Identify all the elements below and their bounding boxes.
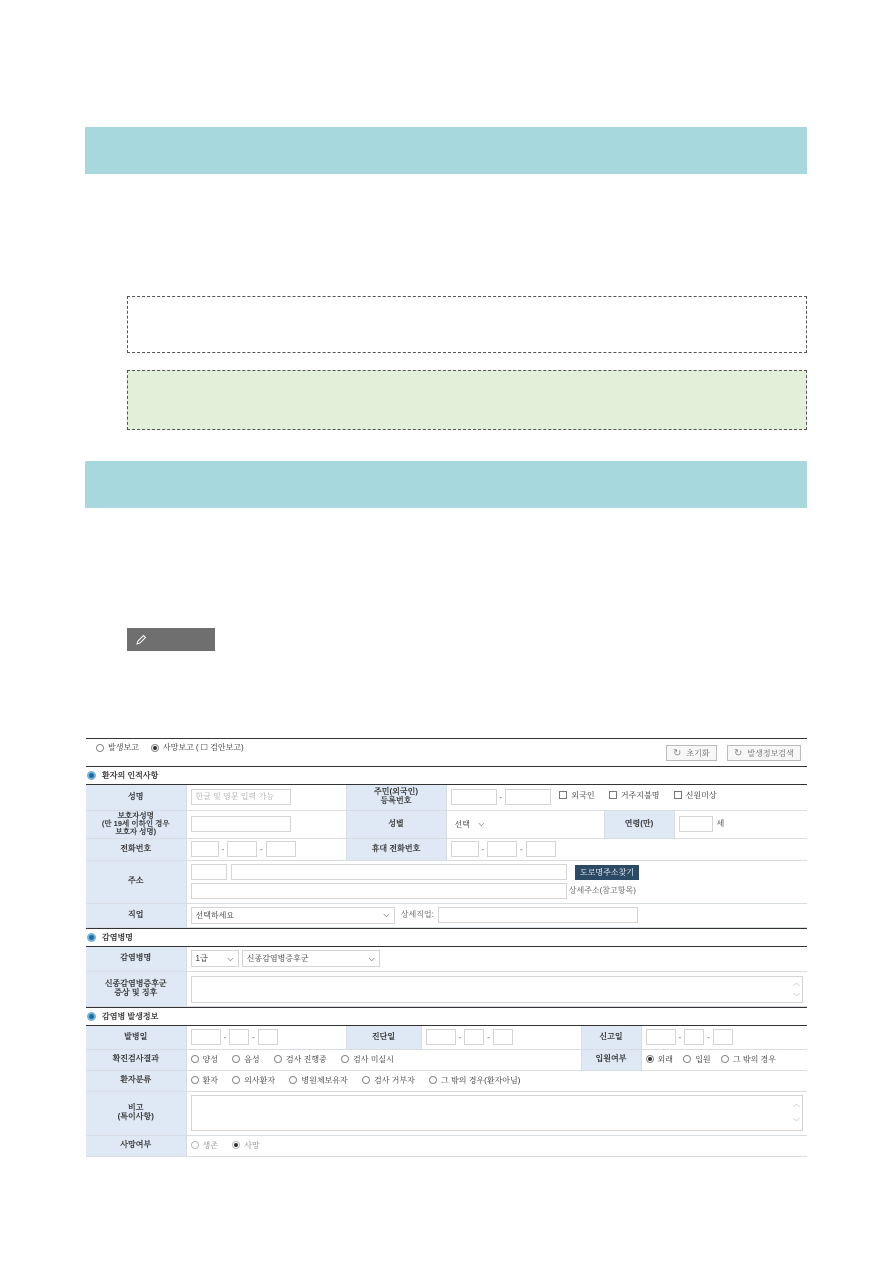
class-option[interactable]: 그 밖의 경우(환자아님) (429, 1075, 520, 1086)
pencil-icon (135, 634, 147, 646)
radio-icon (232, 1076, 240, 1084)
class-option[interactable]: 검사 거부자 (362, 1075, 415, 1086)
disease-select[interactable]: 신종감염병증후군 ⌵ (242, 950, 380, 967)
scroll-down-icon[interactable]: ﹀ (793, 993, 800, 1001)
sex-select[interactable]: 선택 ⌵ (451, 816, 489, 833)
test-result-label: 확진검사결과 (86, 1049, 186, 1070)
disease-name-label: 감염병명 (86, 947, 186, 972)
death-option-dead[interactable]: 사망 (232, 1140, 259, 1151)
section-header-band-2 (85, 461, 807, 508)
report-date-label: 신고일 (581, 1026, 641, 1049)
mobile-label: 휴대 전화번호 (346, 838, 446, 860)
edit-button[interactable] (127, 628, 215, 651)
address-input[interactable] (231, 864, 567, 880)
postcode-input[interactable] (191, 864, 227, 880)
refresh-icon: ↻ (734, 747, 743, 759)
report-day-input[interactable] (713, 1029, 733, 1045)
onset-day-input[interactable] (258, 1029, 278, 1045)
disease-section-title: 감염병명 (86, 928, 807, 947)
radio-selected-icon (646, 1055, 654, 1063)
mobile-part1-input[interactable] (451, 841, 479, 857)
checkbox-icon (674, 791, 682, 799)
symptom-textarea[interactable] (191, 976, 804, 1003)
class-option[interactable]: 환자 (191, 1075, 218, 1086)
report-type-occurrence[interactable]: 발생보고 (96, 742, 139, 753)
chevron-down-icon: ⌵ (478, 819, 485, 828)
mobile-part2-input[interactable] (487, 841, 517, 857)
info-box (127, 370, 807, 430)
age-input[interactable] (679, 816, 713, 832)
chevron-down-icon: ⌵ (368, 953, 375, 963)
report-year-input[interactable] (646, 1029, 676, 1045)
test-option[interactable]: 검사 미실시 (341, 1054, 394, 1065)
name-input[interactable]: 한글 및 영문 입력 가능 (191, 789, 291, 805)
radio-icon (721, 1055, 729, 1063)
phone-part3-input[interactable] (266, 841, 296, 857)
refresh-icon: ↻ (673, 747, 682, 759)
radio-icon (96, 744, 104, 752)
phone-part1-input[interactable] (191, 841, 219, 857)
onset-year-input[interactable] (191, 1029, 221, 1045)
class-option[interactable]: 병원체보유자 (289, 1075, 347, 1086)
radio-icon (683, 1055, 691, 1063)
search-occurrence-button[interactable]: ↻ 발생정보검색 (727, 745, 801, 761)
radio-selected-icon (232, 1141, 240, 1149)
radio-selected-icon (151, 744, 159, 752)
scroll-down-icon[interactable]: ﹀ (793, 1119, 800, 1126)
radio-icon (429, 1076, 437, 1084)
mobile-part3-input[interactable] (526, 841, 556, 857)
name-label: 성명 (86, 785, 186, 810)
section-bullet-icon (87, 771, 96, 780)
report-form (86, 738, 807, 1157)
radio-icon (232, 1055, 240, 1063)
test-option[interactable]: 음성 (232, 1054, 259, 1065)
admit-option-outpatient[interactable]: 외래 (646, 1054, 673, 1065)
death-option-alive[interactable]: 생존 (191, 1140, 218, 1151)
disease-table (86, 947, 807, 1008)
radio-icon (191, 1055, 199, 1063)
report-type-death[interactable]: 사망보고 (151, 742, 194, 753)
radio-icon (191, 1076, 199, 1084)
section-header-band-1 (85, 127, 807, 174)
diagnosis-day-input[interactable] (493, 1029, 513, 1045)
diagnosis-label: 진단일 (346, 1026, 421, 1049)
address-detail-note: 상세주소(참고항목) (568, 886, 636, 896)
scroll-up-icon[interactable]: ︿ (793, 1101, 800, 1108)
foreigner-checkbox[interactable]: 외국인 (559, 790, 594, 801)
onset-month-input[interactable] (229, 1029, 249, 1045)
diagnosis-month-input[interactable] (464, 1029, 484, 1045)
occurrence-section-title: 감염병 발생정보 (86, 1007, 807, 1026)
section-bullet-icon (87, 1012, 96, 1021)
radio-icon (274, 1055, 282, 1063)
onset-label: 발병일 (86, 1026, 186, 1049)
grade-select[interactable]: 1급 ⌵ (191, 950, 239, 967)
homeless-checkbox[interactable]: 거주지불명 (609, 790, 660, 801)
job-detail-label: 상세직업: (400, 910, 434, 920)
radio-icon (191, 1141, 199, 1149)
address-search-button[interactable]: 도로명주소찾기 (575, 865, 639, 880)
guardian-input[interactable] (191, 816, 291, 832)
test-option[interactable]: 검사 진행중 (274, 1054, 327, 1065)
phone-label: 전화번호 (86, 838, 186, 860)
test-option[interactable]: 양성 (191, 1054, 218, 1065)
patient-class-label: 환자분류 (86, 1070, 186, 1091)
admit-option-other[interactable]: 그 밖의 경우 (721, 1054, 776, 1065)
rrn-label: 주민(외국인) 등록번호 (346, 785, 446, 810)
scroll-up-icon[interactable]: ︿ (793, 979, 800, 987)
phone-part2-input[interactable] (227, 841, 257, 857)
class-option[interactable]: 의사환자 (232, 1075, 275, 1086)
sex-label: 성별 (346, 810, 446, 838)
radio-icon (341, 1055, 349, 1063)
report-type-bar (86, 738, 807, 766)
notice-box (127, 296, 807, 353)
section-bullet-icon (87, 933, 96, 942)
confirm-report-checkbox[interactable]: ( ☐ 검안보고) (195, 743, 244, 752)
unknown-identity-checkbox[interactable]: 신원미상 (674, 790, 717, 801)
radio-icon (289, 1076, 297, 1084)
age-label: 연령(만) (604, 810, 674, 838)
rrn-back-input[interactable] (505, 789, 551, 805)
diagnosis-year-input[interactable] (426, 1029, 456, 1045)
rrn-front-input[interactable] (451, 789, 497, 805)
reset-button[interactable]: ↻ 초기화 (666, 745, 717, 761)
patient-section-title: 환자의 인적사항 (86, 766, 807, 785)
remark-textarea[interactable] (191, 1095, 804, 1131)
job-detail-input[interactable] (438, 907, 638, 923)
remark-label: 비고 (특이사항) (86, 1091, 186, 1135)
patient-table: 성명 한글 및 영문 입력 가능 주민(외국인) 등록번호 - 외국인 거주지불명 신원미상 보호자성명 (만 19세 이하인 경우 보호자 성명) 성별 선택 ⌵ 연령(만) 세 전화번호 - - 휴대 전화번호 - - 주소 도로명주소찾기 상세주소(참고항목) 직업 선택하세요 ⌵ 상세직업: (86, 785, 807, 928)
job-select[interactable]: 선택하세요 ⌵ (191, 907, 395, 924)
radio-icon (362, 1076, 370, 1084)
checkbox-icon (559, 791, 567, 799)
occurrence-table: 발병일 - - 진단일 - - 신고일 - - 확진검사결과 양성 음성 검사 진행중 검사 미실시 입원여부 외래 입원 그 밖의 경우 환자분류 환자 의사환자 병원체보유자 검사 거부자 그 밖의 경우(환자아님) 비고 (특이사항) ︿ ﹀ 사망여부 생존 사망 (86, 1026, 807, 1157)
chevron-down-icon: ⌵ (383, 910, 390, 919)
guardian-label: 보호자성명 (만 19세 이하인 경우 보호자 성명) (86, 810, 186, 838)
checkbox-icon (609, 791, 617, 799)
admit-option-inpatient[interactable]: 입원 (683, 1054, 710, 1065)
job-label: 직업 (86, 903, 186, 927)
address-detail-input[interactable] (191, 883, 567, 899)
report-month-input[interactable] (684, 1029, 704, 1045)
symptom-label: 신종감염병증후군 증상 및 징후 (86, 972, 186, 1007)
death-label: 사망여부 (86, 1135, 186, 1156)
address-label: 주소 (86, 860, 186, 903)
chevron-down-icon: ⌵ (227, 953, 234, 963)
admit-label: 입원여부 (581, 1049, 641, 1070)
